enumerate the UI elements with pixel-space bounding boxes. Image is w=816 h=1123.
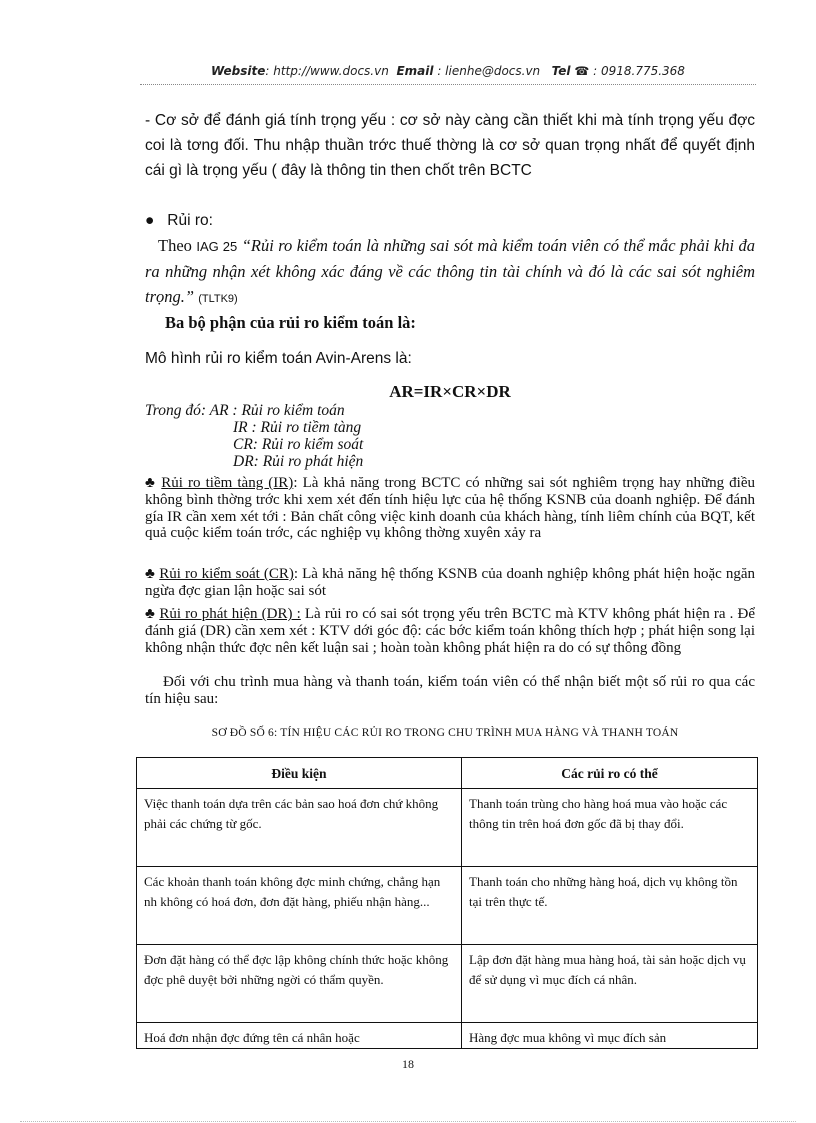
quote-ref: (TLTK9) (198, 293, 238, 305)
model-line: Mô hình rủi ro kiểm toán Avin-Arens là: (145, 350, 412, 367)
header-divider (140, 84, 756, 85)
email-label: Email (396, 64, 434, 78)
risk-formula: AR=IR×CR×DR (389, 382, 511, 401)
club-icon: ♣ (145, 475, 157, 491)
iag-quote: “Rủi ro kiểm toán là những sai sót mà kiểm toán viên có thể mắc phải khi đa ra những nhận xét không xác đáng về các thông tin tài chính và đó là các sai sót nghiêm trọng.” (145, 236, 756, 306)
tel-value: ☎ : 0918.775.368 (574, 64, 685, 78)
table-cell: Lập đơn đặt hàng mua hàng hoá, tài sản hoặc dịch vụ để sử dụng vì mục đích cá nhân. (462, 945, 758, 1023)
risk-bullet (145, 208, 755, 233)
table-cell: Việc thanh toán dựa trên các bản sao hoá đơn chứ không phải các chứng từ gốc. (137, 789, 462, 867)
dr-title: Rủi ro phát hiện (DR) : (159, 606, 301, 622)
cr-text: : Là khả năng hệ thống KSNB của doanh nghiệp không phát hiện hoặc ngăn ngừa đợc gian lận hoặc sai sót (145, 566, 756, 599)
iag-ref: IAG 25 (196, 239, 238, 254)
table-cell: Các khoản thanh toán không đợc minh chứng, chẳng hạn nh không có hoá đơn, đơn đặt hàng, phiếu nhận hàng... (137, 867, 462, 945)
page-number: 18 (402, 1057, 414, 1071)
table-row (137, 789, 758, 867)
table-caption: SƠ ĐỒ SỐ 6: TÍN HIỆU CÁC RỦI RO TRONG CHU TRÌNH MUA HÀNG VÀ THANH TOÁN (211, 727, 679, 739)
website-label: Website (211, 64, 266, 78)
table-row (137, 945, 758, 1023)
bullet-icon: ● (145, 212, 155, 229)
table-row (137, 867, 758, 945)
term-dr: DR: Rủi ro phát hiện (233, 453, 364, 470)
table-cell: Thanh toán trùng cho hàng hoá mua vào hoặc các thông tin trên hoá đơn gốc đã bị thay đổi. (462, 789, 758, 867)
ir-text: : Là khả năng trong BCTC có những sai sót nghiêm trọng hay những điều không bình thờng trớc khi xem xét đến tính hiệu lực của hệ thống KSNB của doanh nghiệp. Để đánh gía IR cần xem xét tới : Bản chất công việc kinh doanh của khách hàng, tính liêm chính của BQT, kết quả cuộc kiểm toán trớc, các nghiệp vụ không thờng xuyên xảy ra (145, 475, 755, 542)
table-cell: Thanh toán cho những hàng hoá, dịch vụ không tồn tại trên thực tế. (462, 867, 758, 945)
formula-terms (145, 402, 363, 470)
theo-word: Theo (158, 236, 192, 255)
risk-bullet-text: Rủi ro: (167, 212, 213, 229)
term-cr: CR: Rủi ro kiểm soát (233, 436, 364, 453)
footer-divider (20, 1121, 796, 1122)
table-cell: Đơn đặt hàng có thể đợc lập không chính thức hoặc không đợc phê duyệt bởi những ngời có thẩm quyền. (137, 945, 462, 1023)
header-risks: Các rủi ro có thể (462, 758, 758, 789)
term-ir: IR : Rủi ro tiềm tàng (233, 419, 362, 436)
materiality-paragraph: - Cơ sở để đánh giá tính trọng yếu : cơ sở này càng cần thiết khi mà tính trọng yếu đợc coi là tơng đối. Thu nhập thuần trớc thuế thờng là cơ sở quan trọng nhất để quyết định cái gì là trọng yếu ( đây là thông tin then chốt trên BCTC (145, 112, 755, 179)
website-value: : http://www.docs.vn (265, 64, 389, 78)
risk-signals-table (136, 757, 758, 1049)
ir-paragraph (145, 475, 755, 542)
table-header-row (137, 758, 758, 789)
header-condition: Điều kiện (137, 758, 462, 789)
ir-title: Rủi ro tiềm tàng (IR) (161, 475, 294, 491)
cr-paragraph (145, 566, 755, 600)
club-icon: ♣ (145, 566, 156, 582)
term-ar: Trong đó: AR : Rủi ro kiểm toán (145, 402, 345, 419)
email-value: : lienhe@docs.vn (437, 64, 541, 78)
iag-quote-paragraph (145, 233, 755, 312)
tel-label: Tel (551, 64, 571, 78)
cycle-paragraph: Đối với chu trình mua hàng và thanh toán, kiểm toán viên có thể nhận biết một số rủi ro qua các tín hiệu sau: (145, 674, 755, 707)
club-icon: ♣ (145, 606, 156, 622)
dr-paragraph (145, 606, 755, 656)
cr-title: Rủi ro kiểm soát (CR) (159, 566, 294, 582)
table-cell: Hàng đợc mua không vì mục đích sản (462, 1023, 758, 1049)
table-row (137, 1023, 758, 1049)
table-cell: Hoá đơn nhận đợc đứng tên cá nhân hoặc (137, 1023, 462, 1049)
page-header (140, 64, 756, 78)
section-heading: Ba bộ phận của rủi ro kiểm toán là: (165, 313, 416, 332)
dr-text: Là rủi ro có sai sót trọng yếu trên BCTC mà KTV không phát hiện ra . Để đánh giá (DR) cần xem xét : KTV dới góc độ: các bớc kiểm toán không thích hợp ; phát hiện song lại không nhận thức đợc nên kết luận sai ; hoàn toàn không phát hiện ra do có sự thông đồng (145, 606, 755, 656)
